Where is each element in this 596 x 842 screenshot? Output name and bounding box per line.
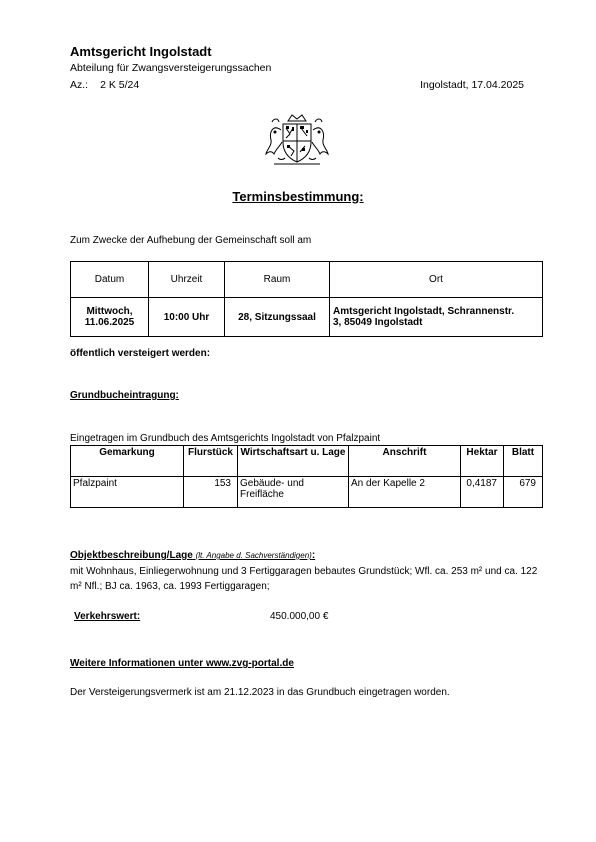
col-flurstueck: Flurstück <box>184 446 238 477</box>
col-time: Uhrzeit <box>149 262 225 298</box>
case-number <box>70 79 139 91</box>
bavarian-coat-of-arms-icon <box>262 112 332 168</box>
object-heading <box>70 550 315 561</box>
land-register-heading: Grundbucheintragung: <box>70 390 179 401</box>
land-register-text: Eingetragen im Grundbuch des Amtsgerichts Ingolstadt von Pfalzpaint <box>70 433 381 444</box>
appointment-room: 28, Sitzungssaal <box>225 298 330 337</box>
intro-text: Zum Zwecke der Aufhebung der Gemeinschaft soll am <box>70 235 312 246</box>
appointment-location <box>330 298 543 337</box>
object-description: mit Wohnhaus, Einliegerwohnung und 3 Fertiggaragen bebautes Grundstück; Wfl. ca. 253 m² und ca. 122 m² Nfl.; BJ ca. 1963, ca. 1993 Fertiggaragen; <box>70 566 538 592</box>
cell-gemarkung: Pfalzpaint <box>71 477 184 508</box>
auction-text: öffentlich versteigert werden: <box>70 348 211 359</box>
cell-wirtschaftsart: Gebäude- und Freifläche <box>238 477 349 508</box>
col-gemarkung: Gemarkung <box>71 446 184 477</box>
page-title: Terminsbestimmung: <box>232 189 364 204</box>
cell-blatt: 679 <box>504 477 543 508</box>
court-name: Amtsgericht Ingolstadt <box>70 44 212 59</box>
cell-anschrift: An der Kapelle 2 <box>349 477 461 508</box>
appointment-row <box>71 298 543 337</box>
cell-flurstueck: 153 <box>184 477 238 508</box>
appointment-header-row <box>71 262 543 298</box>
market-value-amount: 450.000,00 € <box>270 611 329 622</box>
col-location: Ort <box>330 262 543 298</box>
col-hektar: Hektar <box>461 446 504 477</box>
market-value-label: Verkehrswert: <box>74 611 141 622</box>
col-blatt: Blatt <box>504 446 543 477</box>
object-heading-label: Objektbeschreibung/Lage <box>70 550 193 561</box>
object-source: (lt. Angabe d. Sachverständigen) <box>195 551 312 560</box>
cell-hektar: 0,4187 <box>461 477 504 508</box>
az-label: Az.: <box>70 79 89 91</box>
az-number: 2 K 5/24 <box>100 79 140 91</box>
land-register-table <box>70 445 543 508</box>
department: Abteilung für Zwangsversteigerungssachen <box>70 62 272 74</box>
object-colon: : <box>311 550 316 561</box>
location-line-1: Amtsgericht Ingolstadt, Schrannenstr. <box>333 306 515 317</box>
col-date: Datum <box>71 262 149 298</box>
location-line-2: 3, 85049 Ingolstadt <box>333 317 423 328</box>
land-register-header-row <box>71 446 543 477</box>
info-link[interactable]: Weitere Informationen unter www.zvg-portal.de <box>70 658 294 669</box>
date-value: 11.06.2025 <box>84 317 135 328</box>
col-room: Raum <box>225 262 330 298</box>
appointment-date <box>71 298 149 337</box>
appointment-time: 10:00 Uhr <box>149 298 225 337</box>
col-anschrift: Anschrift <box>349 446 461 477</box>
place-date: Ingolstadt, 17.04.2025 <box>420 79 524 91</box>
col-wirtschaftsart: Wirtschaftsart u. Lage <box>238 446 349 477</box>
weekday: Mittwoch, <box>86 306 133 317</box>
registration-note: Der Versteigerungsvermerk ist am 21.12.2023 in das Grundbuch eingetragen worden. <box>70 687 450 698</box>
appointment-table <box>70 261 543 337</box>
table-row <box>71 477 543 508</box>
